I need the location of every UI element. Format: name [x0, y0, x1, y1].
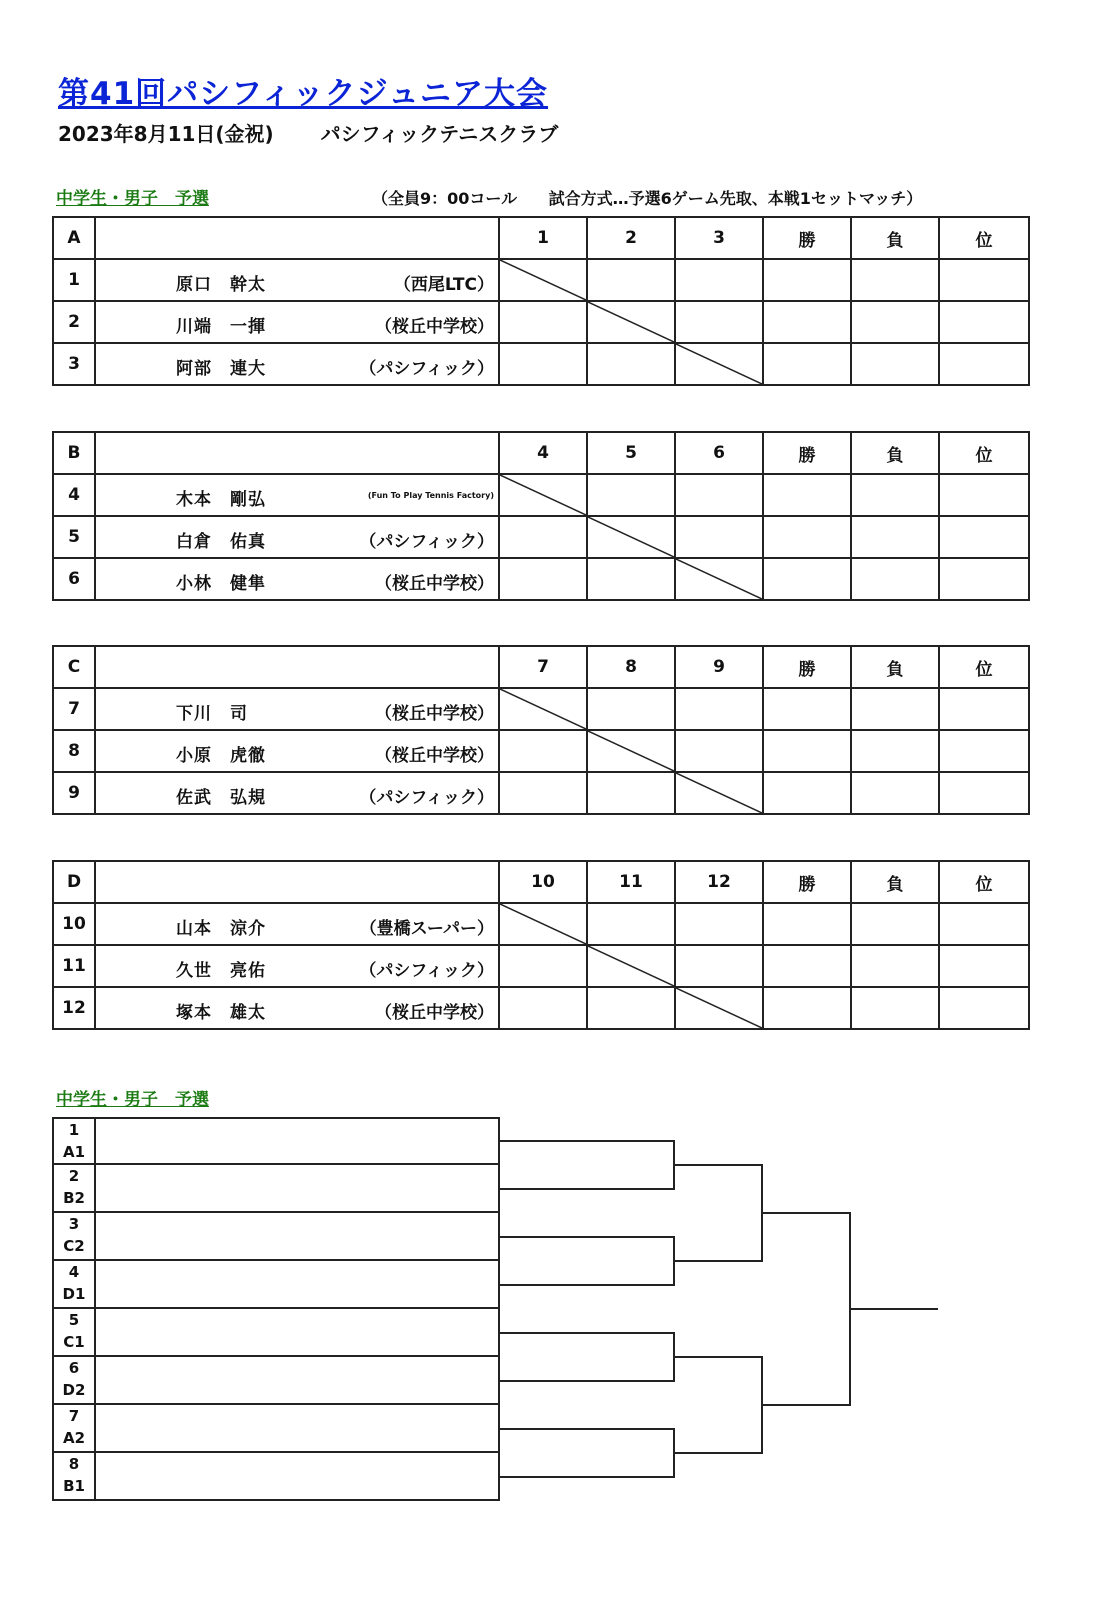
bracket-final-line: [762, 1213, 850, 1405]
win-header: 勝: [763, 861, 851, 903]
bracket-round2-line: [674, 1357, 762, 1453]
loss-header: 負: [851, 646, 939, 688]
group-letter: D: [53, 861, 95, 903]
win-header: 勝: [763, 646, 851, 688]
loss-header: 負: [851, 217, 939, 259]
draw-number: 7: [68, 1407, 80, 1425]
bracket-round1-line: [498, 1333, 674, 1381]
draw-number: 3: [68, 1215, 80, 1233]
player-club: （西尾LTC）: [393, 275, 494, 295]
player-number: 7: [53, 688, 95, 730]
player-name: 山本 涼介: [176, 919, 266, 939]
player-name: 久世 亮佑: [176, 961, 266, 981]
draw-seed: A1: [62, 1143, 86, 1161]
player-number: 6: [53, 558, 95, 600]
draw-seed: D1: [62, 1285, 86, 1303]
draw-number: 8: [68, 1455, 80, 1473]
player-club: （桜丘中学校）: [375, 317, 494, 337]
group-letter: C: [53, 646, 95, 688]
player-name: 佐武 弘規: [176, 788, 266, 808]
rank-header: 位: [939, 646, 1029, 688]
player-name: 白倉 佑真: [176, 532, 266, 552]
draw-section-label: 中学生・男子 予選: [56, 1090, 209, 1110]
player-number: 10: [53, 903, 95, 945]
player-name: 川端 一揮: [176, 317, 266, 337]
draw-seed: B2: [63, 1189, 85, 1207]
col-header: 4: [499, 432, 587, 474]
player-club: （桜丘中学校）: [375, 746, 494, 766]
loss-header: 負: [851, 432, 939, 474]
player-club: (Fun To Play Tennis Factory): [367, 491, 494, 500]
draw-number: 4: [68, 1263, 80, 1281]
draw-seed: C1: [63, 1333, 85, 1351]
player-number: 5: [53, 516, 95, 558]
player-number: 1: [53, 259, 95, 301]
draw-seed: A2: [62, 1429, 86, 1447]
draw-number: 1: [68, 1121, 80, 1139]
win-header: 勝: [763, 432, 851, 474]
player-name: 木本 剛弘: [176, 490, 266, 510]
player-club: （パシフィック）: [359, 359, 494, 379]
win-header: 勝: [763, 217, 851, 259]
col-header: 11: [587, 861, 675, 903]
player-club: （パシフィック）: [359, 532, 494, 552]
bracket-round1-line: [498, 1429, 674, 1477]
player-number: 11: [53, 945, 95, 987]
col-header: 10: [499, 861, 587, 903]
player-club: （桜丘中学校）: [375, 574, 494, 594]
player-name: 小原 虎徹: [176, 746, 266, 766]
bracket-round2-line: [674, 1165, 762, 1261]
league-section-label: 中学生・男子 予選: [56, 189, 209, 209]
player-number: 3: [53, 343, 95, 385]
player-name: 下川 司: [176, 704, 248, 724]
player-club: （パシフィック）: [359, 961, 494, 981]
player-number: 12: [53, 987, 95, 1029]
rank-header: 位: [939, 861, 1029, 903]
player-club: （豊橋スーパー）: [359, 919, 494, 939]
col-header: 5: [587, 432, 675, 474]
draw-seed: C2: [63, 1237, 85, 1255]
event-venue: パシフィックテニスクラブ: [320, 122, 559, 146]
col-header: 12: [675, 861, 763, 903]
draw-seed: D2: [62, 1381, 86, 1399]
player-name: 塚本 雄太: [176, 1003, 266, 1023]
draw-seed: B1: [63, 1477, 85, 1495]
player-club: （パシフィック）: [359, 788, 494, 808]
draw-number: 6: [68, 1359, 80, 1377]
player-club: （桜丘中学校）: [375, 704, 494, 724]
bracket-round1-line: [498, 1237, 674, 1285]
col-header: 8: [587, 646, 675, 688]
player-number: 8: [53, 730, 95, 772]
event-date: 2023年8月11日(金祝): [58, 122, 274, 146]
call-time-note: （全員9：00コール: [372, 189, 518, 208]
group-letter: B: [53, 432, 95, 474]
col-header: 3: [675, 217, 763, 259]
player-number: 4: [53, 474, 95, 516]
draw-number: 5: [68, 1311, 80, 1329]
col-header: 7: [499, 646, 587, 688]
loss-header: 負: [851, 861, 939, 903]
group-letter: A: [53, 217, 95, 259]
player-name: 阿部 連大: [176, 359, 266, 379]
col-header: 1: [499, 217, 587, 259]
player-name: 原口 幹太: [176, 275, 266, 295]
col-header: 9: [675, 646, 763, 688]
rank-header: 位: [939, 432, 1029, 474]
player-club: （桜丘中学校）: [375, 1003, 494, 1023]
player-number: 9: [53, 772, 95, 814]
col-header: 6: [675, 432, 763, 474]
rank-header: 位: [939, 217, 1029, 259]
player-name: 小林 健隼: [176, 574, 266, 594]
draw-number: 2: [68, 1167, 80, 1185]
match-format-note: 試合方式…予選6ゲーム先取、本戦1セットマッチ）: [548, 189, 923, 208]
page-title: 第41回パシフィックジュニア大会: [58, 76, 549, 112]
bracket-round1-line: [498, 1141, 674, 1189]
player-number: 2: [53, 301, 95, 343]
col-header: 2: [587, 217, 675, 259]
